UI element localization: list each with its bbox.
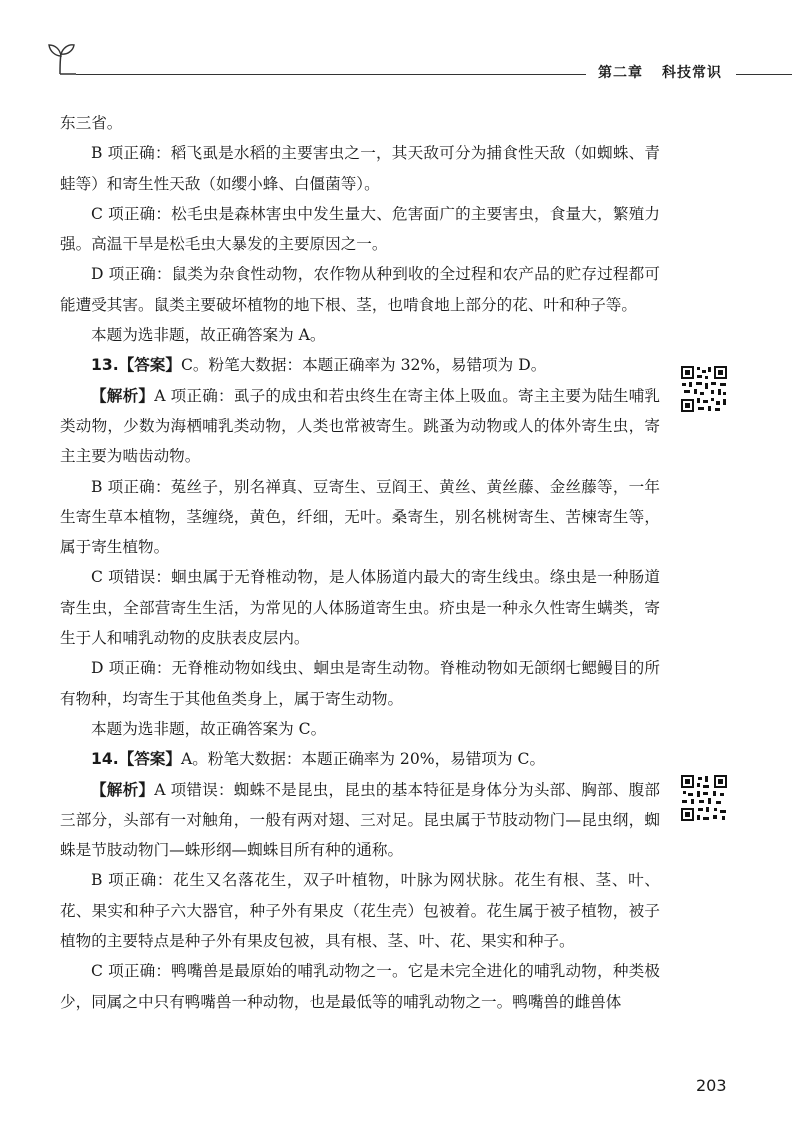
paragraph: D 项正确：无脊椎动物如线虫、蛔虫是寄生动物。脊椎动物如无颌纲七鳃鳗目的所有物种，均寄生于其他鱼类身上，属于寄生动物。 (60, 659, 660, 708)
paragraph: B 项正确：菟丝子，别名禅真、豆寄生、豆阎王、黄丝、黄丝藤、金丝藤等，一年生寄生草本植物，茎缠绕，黄色，纤细，无叶。桑寄生，别名桃树寄生、苦楝寄生等，属于寄生植物。 (60, 477, 660, 557)
paragraph: 东三省。 (60, 114, 123, 132)
qr-code-icon[interactable] (680, 774, 728, 822)
answer-line: 13.【答案】C。粉笔大数据：本题正确率为 32%，易错项为 D。 (91, 356, 547, 375)
analysis-mark: 【解析】 (91, 780, 155, 799)
paragraph: C 项正确：鸭嘴兽是最原始的哺乳动物之一。它是未完全进化的哺乳动物，种类极少，同属之中只有鸭嘴兽一种动物，也是最低等的哺乳动物之一。鸭嘴兽的雌兽体 (60, 962, 660, 1011)
analysis-paragraph: 【解析】A 项正确：虱子的成虫和若虫终生在寄主体上吸血。寄主主要为陆生哺乳类动物，少数为海栖哺乳类动物，人类也常被寄生。跳蚤为动物或人的体外寄生虫，寄主主要为啮齿动物。 (60, 386, 660, 466)
paragraph: D 项正确：鼠类为杂食性动物，农作物从种到收的全过程和农产品的贮存过程都可能遭受其害。鼠类主要破坏植物的地下根、茎，也啃食地上部分的花、叶和种子等。 (60, 265, 660, 314)
qr-code-icon[interactable] (680, 365, 728, 413)
header-rule (76, 74, 586, 75)
page-body (60, 108, 660, 1017)
paragraph: B 项正确：稻飞虱是水稻的主要害虫之一，其天敌可分为捕食性天敌（如蜘蛛、青蛙等）和寄生性天敌（如缨小蜂、白僵菌等）。 (60, 144, 660, 193)
answer-mark: 14.【答案】 (91, 750, 181, 769)
paragraph: B 项正确：花生又名落花生，双子叶植物，叶脉为网状脉。花生有根、茎、叶、花、果实和种子六大器官，种子外有果皮（花生壳）包被着。花生属于被子植物，被子植物的主要特点是种子外有果皮包被，具有根、茎、叶、花、果实和种子。 (60, 871, 660, 951)
page-header (0, 0, 800, 90)
paragraph: 本题为选非题，故正确答案为 A。 (91, 326, 326, 345)
header-rule-right (736, 74, 792, 75)
chapter-label: 第二章 (598, 65, 643, 81)
paragraph: C 项正确：松毛虫是森林害虫中发生量大、危害面广的主要害虫，食量大，繁殖力强。高温干旱是松毛虫大暴发的主要原因之一。 (60, 204, 660, 254)
topic-label: 科技常识 (662, 65, 722, 81)
answer-line: 14.【答案】A。粉笔大数据：本题正确率为 20%，易错项为 C。 (91, 750, 546, 769)
analysis-paragraph: 【解析】A 项错误：蜘蛛不是昆虫，昆虫的基本特征是身体分为头部、胸部、腹部三部分，头部有一对触角，一般有两对翅、三对足。昆虫属于节肢动物门—昆虫纲，蜘蛛是节肢动物门—蛛形纲—蜘蛛目所有种的通称。 (60, 780, 660, 860)
answer-mark: 13.【答案】 (91, 356, 181, 375)
paragraph: 本题为选非题，故正确答案为 C。 (91, 719, 327, 738)
paragraph: C 项错误：蛔虫属于无脊椎动物，是人体肠道内最大的寄生线虫。绦虫是一种肠道寄生虫，全部营寄生生活，为常见的人体肠道寄生虫。疥虫是一种永久性寄生螨类，寄生于人和哺乳动物的皮肤表皮层内。 (60, 568, 660, 648)
analysis-mark: 【解析】 (91, 386, 155, 405)
sprout-icon (46, 40, 76, 76)
page-number: 203 (696, 1076, 727, 1095)
